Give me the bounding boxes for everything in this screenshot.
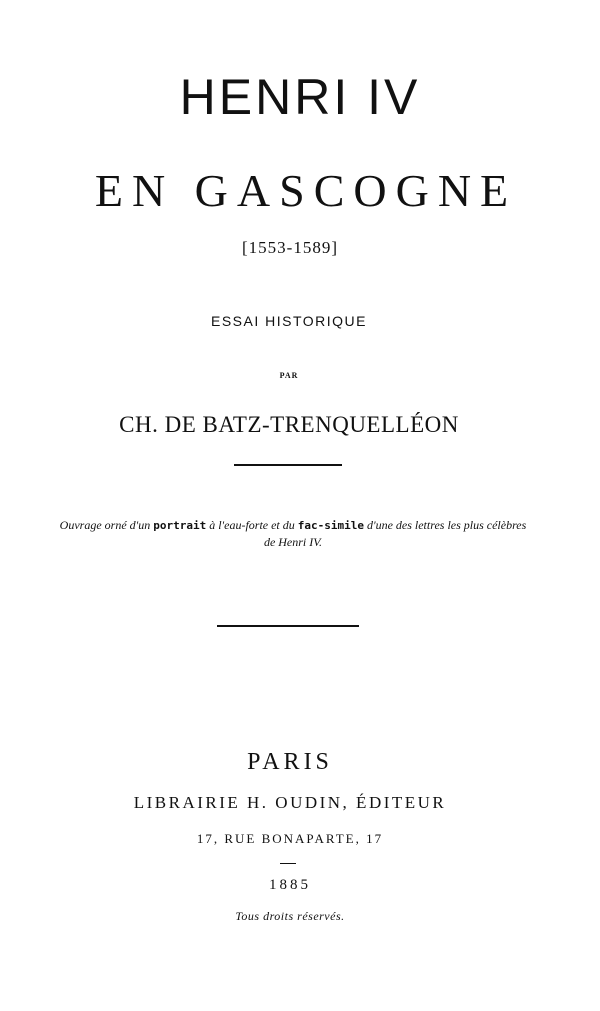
edition-note-text-3: d'une des lettres les plus célèbres de Henri IV.: [263, 518, 527, 549]
divider-rule-top: [234, 464, 342, 466]
imprint-publisher: LIBRAIRIE H. OUDIN, ÉDITEUR: [133, 793, 447, 812]
title-line-1: HENRI IV: [179, 69, 421, 125]
title-line-2: EN GASCOGNE: [94, 165, 518, 216]
title-dates: [1553-1589]: [242, 238, 338, 257]
imprint-year: 1885: [269, 877, 311, 893]
edition-note-text-2: à l'eau-forte et du: [206, 518, 298, 532]
edition-note-text-1: Ouvrage orné d'un: [59, 518, 154, 532]
by-label: PAR: [279, 371, 299, 380]
edition-note-bold-portrait: portrait: [153, 519, 207, 532]
short-dash-divider: [280, 863, 296, 864]
subtitle: ESSAI HISTORIQUE: [211, 313, 367, 329]
edition-note-bold-facsimile: fac-simile: [297, 519, 364, 532]
author-name: CH. DE BATZ-TRENQUELLÉON: [119, 412, 459, 437]
divider-rule-bottom: [217, 625, 359, 627]
edition-note: [58, 517, 528, 551]
imprint-city: PARIS: [247, 749, 333, 775]
imprint-address: 17, RUE BONAPARTE, 17: [196, 831, 384, 846]
rights-notice: Tous droits réservés.: [235, 909, 345, 923]
